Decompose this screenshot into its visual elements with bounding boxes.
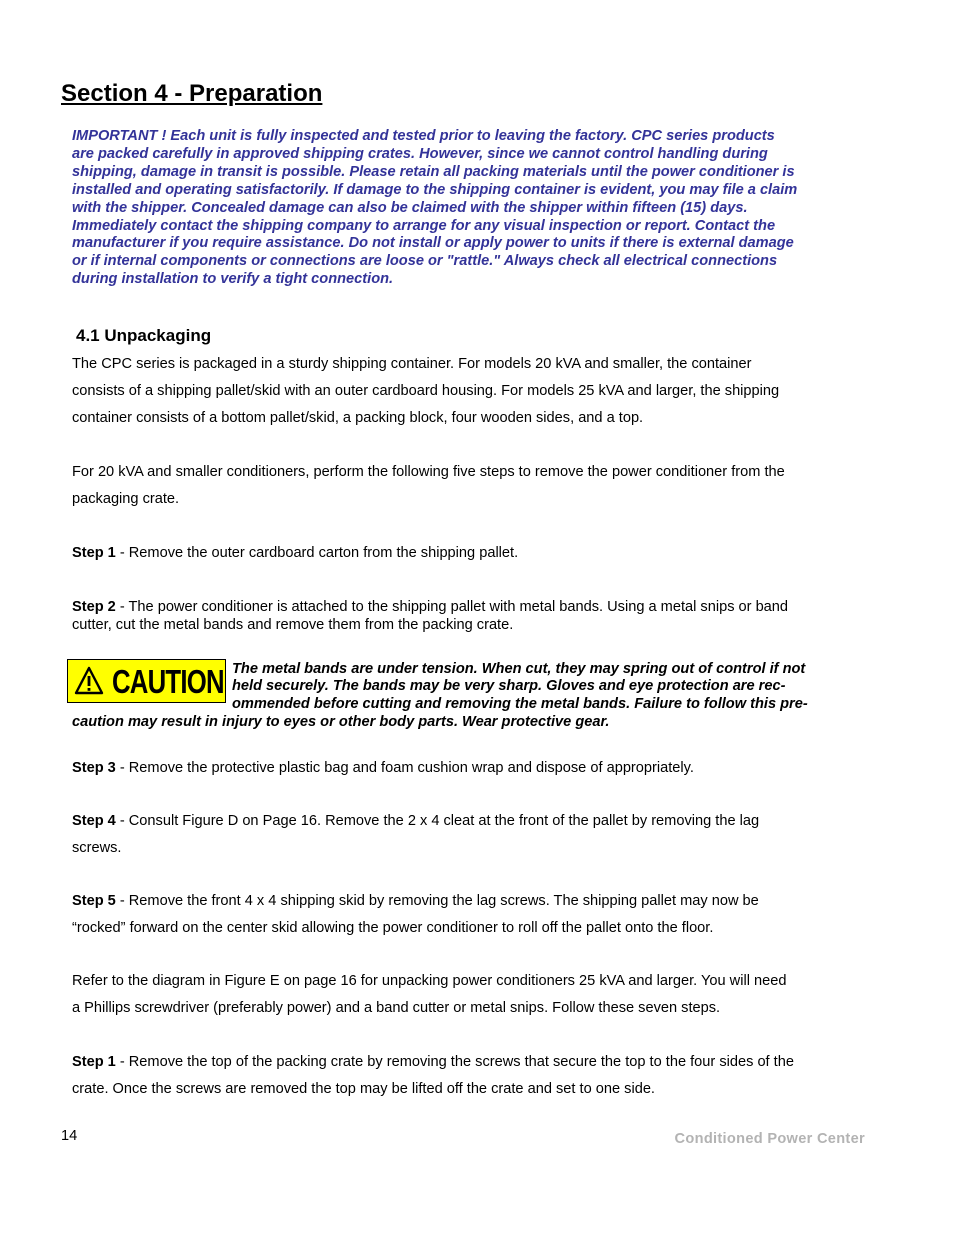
- step-text: crate. Once the screws are removed the top may be lifted off the crate and set to one side.: [72, 1080, 655, 1097]
- step-text: - Remove the front 4 x 4 shipping skid by removing the lag screws. The shipping pallet may now be: [115, 893, 759, 909]
- step-label: Step 1: [72, 545, 116, 561]
- caution-line: held securely. The bands may be very sharp. Gloves and eye protection are rec-: [232, 678, 786, 694]
- warning-triangle-icon: [74, 666, 104, 696]
- paragraph-line: container consists of a bottom pallet/skid, a packing block, four wooden sides, and a top.: [72, 409, 644, 426]
- caution-line: caution may result in injury to eyes or other body parts. Wear protective gear.: [72, 714, 610, 730]
- step-1-small: [72, 540, 872, 567]
- step-5-small: [72, 888, 872, 942]
- important-line: or if internal components or connections are loose or "rattle." Always check all electrical connections: [72, 253, 778, 270]
- caution-label: [67, 659, 226, 703]
- step-label: Step 2: [72, 599, 116, 615]
- important-line: installed and operating satisfactorily. If damage to the shipping container is evident, you may file a claim: [72, 181, 798, 198]
- paragraph-line: The CPC series is packaged in a sturdy shipping container. For models 20 kVA and smaller, the container: [72, 356, 752, 372]
- step-label: Step 4: [72, 813, 116, 829]
- step-text: - The power conditioner is attached to the shipping pallet with metal bands. Using a metal snips or band: [115, 599, 789, 615]
- step-text: “rocked” forward on the center skid allowing the power conditioner to roll off the pallet onto the floor.: [72, 919, 714, 936]
- caution-word: CAUTION: [112, 663, 224, 700]
- important-line: are packed carefully in approved shipping crates. However, since we cannot control handling during: [72, 145, 768, 162]
- paragraph-line: a Phillips screwdriver (preferably power) and a band cutter or metal snips. Follow these seven steps.: [72, 999, 721, 1016]
- step-text: - Consult Figure D on Page 16. Remove the 2 x 4 cleat at the front of the pallet by removing the lag: [115, 813, 760, 829]
- caution-line: ommended before cutting and removing the metal bands. Failure to follow this pre-: [232, 696, 808, 712]
- step-text: - Remove the protective plastic bag and foam cushion wrap and dispose of appropriately.: [115, 760, 694, 776]
- step-4-small: [72, 808, 872, 862]
- step-1-large: [72, 1049, 872, 1103]
- paragraph-line: Refer to the diagram in Figure E on page 16 for unpacking power conditioners 25 kVA and larger. You will need: [72, 973, 787, 989]
- important-line: with the shipper. Concealed damage can also be claimed with the shipper within fifteen (15) days.: [72, 199, 748, 216]
- step-label: Step 3: [72, 760, 116, 776]
- important-line: Immediately contact the shipping company to arrange for any visual inspection or report. Contact the: [72, 217, 776, 234]
- important-line: shipping, damage in transit is possible. Please retain all packing materials until the power conditioner is: [72, 163, 795, 180]
- step-2-small: [72, 598, 872, 634]
- caution-line: The metal bands are under tension. When cut, they may spring out of control if not: [232, 661, 806, 677]
- step-label: Step 1: [72, 1054, 116, 1070]
- important-line: manufacturer if you require assistance. Do not install or apply power to units if there is external damage: [72, 235, 794, 252]
- large-units-paragraph: [72, 968, 872, 1022]
- footer-title: Conditioned Power Center: [674, 1131, 865, 1147]
- page-number: 14: [61, 1128, 78, 1144]
- step-text: screws.: [72, 839, 122, 856]
- small-units-paragraph: [72, 459, 872, 513]
- important-notice: [72, 128, 862, 289]
- step-text: - Remove the top of the packing crate by removing the screws that secure the top to the four sides of the: [115, 1054, 794, 1070]
- important-line: during installation to verify a tight connection.: [72, 271, 394, 288]
- subsection-heading: 4.1 Unpackaging: [76, 326, 212, 345]
- paragraph-line: consists of a shipping pallet/skid with an outer cardboard housing. For models 25 kVA and larger, the shipping: [72, 382, 780, 399]
- step-label: Step 5: [72, 893, 116, 909]
- intro-paragraph: [72, 351, 872, 431]
- paragraph-line: packaging crate.: [72, 490, 180, 507]
- paragraph-line: For 20 kVA and smaller conditioners, perform the following five steps to remove the power conditioner from the: [72, 464, 785, 480]
- important-line: IMPORTANT ! Each unit is fully inspected and tested prior to leaving the factory. CPC series products: [72, 128, 775, 144]
- step-3-small: [72, 755, 872, 782]
- step-text: - Remove the outer cardboard carton from the shipping pallet.: [115, 545, 519, 561]
- section-title: Section 4 - Preparation: [61, 80, 323, 107]
- step-text: cutter, cut the metal bands and remove them from the packing crate.: [72, 617, 514, 633]
